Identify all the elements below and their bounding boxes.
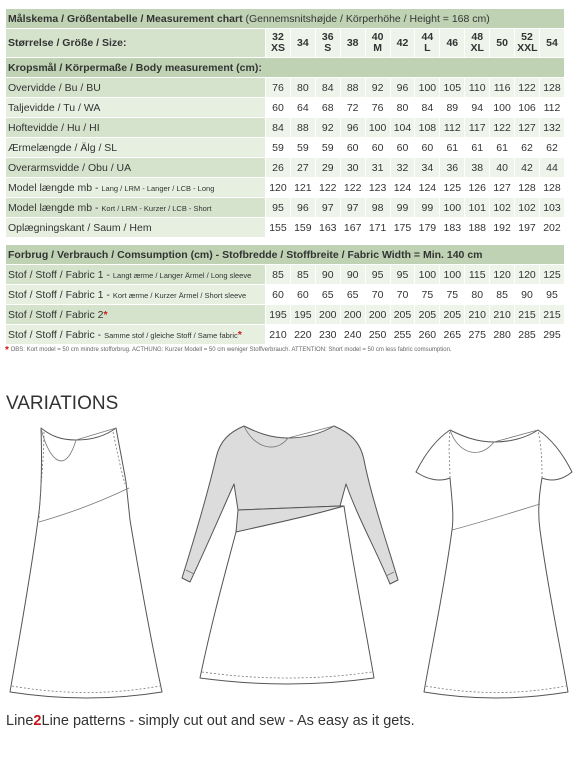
value-cell: 34 — [415, 158, 440, 178]
size-number: 54 — [546, 36, 558, 49]
value-cell: 80 — [290, 78, 315, 98]
size-cell — [415, 29, 440, 58]
size-label: Størrelse / Größe / Size: — [6, 29, 266, 58]
value-cell: 90 — [315, 265, 340, 285]
table-row — [6, 198, 565, 218]
value-cell: 75 — [440, 285, 465, 305]
size-cell — [465, 29, 490, 58]
flutter-sleeve-dress-icon — [410, 420, 578, 705]
size-number: 42 — [396, 36, 409, 49]
value-cell: 96 — [290, 198, 315, 218]
row-label-small: Kort / LRM - Kurzer / LCB - Short — [101, 203, 212, 213]
value-cell: 104 — [390, 118, 415, 138]
row-label — [6, 265, 266, 285]
size-cell — [340, 29, 365, 58]
value-cell: 92 — [315, 118, 340, 138]
note-star: * — [5, 345, 9, 356]
size-cell — [390, 29, 415, 58]
row-label-text: Stof / Stoff / Fabric 1 - — [8, 288, 113, 301]
value-cell: 72 — [340, 98, 365, 118]
value-cell: 215 — [515, 305, 540, 325]
row-label-text: Oplægningskant / Saum / Hem — [8, 221, 152, 234]
value-cell: 75 — [415, 285, 440, 305]
value-cell: 99 — [415, 198, 440, 218]
value-cell: 94 — [465, 98, 490, 118]
table-title-text: Målskema / Größentabelle / Measurement chart — [8, 12, 243, 25]
value-cell: 96 — [390, 78, 415, 98]
value-cell: 102 — [490, 198, 515, 218]
row-label — [6, 98, 266, 118]
table-title-note: (Gennemsnitshøjde / Körperhöhe / Height = 168 cm) — [245, 12, 490, 25]
value-cell: 200 — [315, 305, 340, 325]
measurement-table — [5, 8, 565, 238]
value-cell: 80 — [465, 285, 490, 305]
value-cell: 62 — [539, 138, 564, 158]
row-label-small: Lang / LRM - Langer / LCB - Long — [101, 183, 215, 193]
section-title: Kropsmål / Körpermaße / Body measurement (cm): — [6, 58, 565, 78]
size-cell — [315, 29, 340, 58]
value-cell: 265 — [440, 325, 465, 345]
table-row — [6, 158, 565, 178]
value-cell: 124 — [390, 178, 415, 198]
value-cell: 205 — [440, 305, 465, 325]
size-number: 50 — [496, 36, 508, 49]
size-number: 52 — [521, 31, 533, 43]
row-label — [6, 285, 266, 305]
row-label-text: Stof / Stoff / Fabric - — [8, 328, 105, 341]
value-cell: 59 — [266, 138, 291, 158]
row-label-text: Model længde mb - — [8, 201, 102, 214]
value-cell: 120 — [515, 265, 540, 285]
table-row — [6, 218, 565, 238]
table-title — [6, 9, 565, 29]
value-cell: 205 — [390, 305, 415, 325]
variations-heading: VARIATIONS — [6, 393, 119, 414]
size-letter: M — [373, 42, 382, 54]
value-cell: 97 — [340, 198, 365, 218]
value-cell: 122 — [515, 78, 540, 98]
value-cell: 61 — [440, 138, 465, 158]
value-cell: 61 — [465, 138, 490, 158]
value-cell: 210 — [465, 305, 490, 325]
value-cell: 195 — [266, 305, 291, 325]
row-label-text: Taljevidde / Tu / WA — [8, 101, 101, 114]
value-cell: 127 — [490, 178, 515, 198]
size-cell — [365, 29, 390, 58]
row-label-text: Overarmsvidde / Obu / UA — [8, 161, 132, 174]
table-title-row — [6, 245, 565, 265]
size-number: 36 — [321, 31, 334, 43]
value-cell: 122 — [490, 118, 515, 138]
value-cell: 215 — [539, 305, 564, 325]
value-cell: 280 — [490, 325, 515, 345]
value-cell: 123 — [365, 178, 390, 198]
value-cell: 230 — [315, 325, 340, 345]
value-cell: 92 — [365, 78, 390, 98]
row-label-text: Stof / Stoff / Fabric 1 - — [8, 268, 113, 281]
size-row — [6, 29, 565, 58]
row-label-text: Stof / Stoff / Fabric 2 — [8, 308, 104, 321]
value-cell: 90 — [515, 285, 540, 305]
value-cell: 295 — [539, 325, 564, 345]
size-letter: XXL — [517, 42, 538, 54]
value-cell: 76 — [266, 78, 291, 98]
value-cell: 70 — [390, 285, 415, 305]
value-cell: 121 — [290, 178, 315, 198]
value-cell: 124 — [415, 178, 440, 198]
table-row — [6, 325, 565, 345]
row-label-small: Samme stof / gleiche Stoff / Same fabric — [104, 330, 238, 340]
row-label — [6, 178, 266, 198]
sleeveless-dress-icon — [4, 420, 169, 705]
value-cell: 275 — [465, 325, 490, 345]
value-cell: 60 — [340, 138, 365, 158]
note-text: OBS: Kort model = 50 cm mindre stofforbrug. ACTHUNG: Kurzer Modell = 50 cm weniger Stoffverbrauch. ATTENTION: Short model = 50 cm less fabric comsumption. — [10, 347, 452, 353]
row-label — [6, 218, 266, 238]
size-number: 34 — [297, 36, 309, 49]
value-cell: 68 — [315, 98, 340, 118]
value-cell: 188 — [465, 218, 490, 238]
value-cell: 128 — [539, 178, 564, 198]
value-cell: 96 — [340, 118, 365, 138]
value-cell: 112 — [539, 98, 564, 118]
value-cell: 200 — [365, 305, 390, 325]
row-label — [6, 118, 266, 138]
value-cell: 192 — [490, 218, 515, 238]
value-cell: 205 — [415, 305, 440, 325]
size-number: 38 — [346, 36, 359, 49]
value-cell: 202 — [539, 218, 564, 238]
value-cell: 250 — [365, 325, 390, 345]
value-cell: 122 — [340, 178, 365, 198]
value-cell: 100 — [440, 198, 465, 218]
value-cell: 100 — [490, 98, 515, 118]
value-cell: 60 — [290, 285, 315, 305]
size-cell — [290, 29, 315, 58]
value-cell: 179 — [415, 218, 440, 238]
size-letter: XS — [270, 42, 285, 54]
row-label-text: Model længde mb - — [8, 181, 102, 194]
table-row — [6, 78, 565, 98]
value-cell: 42 — [515, 158, 540, 178]
value-cell: 65 — [340, 285, 365, 305]
value-cell: 255 — [390, 325, 415, 345]
tagline-pre: Line — [6, 713, 34, 729]
size-number: 46 — [446, 36, 459, 49]
value-cell: 84 — [266, 118, 291, 138]
value-cell: 60 — [266, 285, 291, 305]
value-cell: 90 — [340, 265, 365, 285]
row-label-star: * — [103, 308, 108, 321]
size-letter: S — [324, 42, 332, 54]
value-cell: 183 — [440, 218, 465, 238]
value-cell: 110 — [465, 78, 490, 98]
value-cell: 62 — [515, 138, 540, 158]
value-cell: 44 — [539, 158, 564, 178]
value-cell: 40 — [490, 158, 515, 178]
value-cell: 115 — [465, 265, 490, 285]
value-cell: 95 — [266, 198, 291, 218]
size-letter: XL — [470, 42, 484, 54]
row-label-text: Overvidde / Bu / BU — [8, 81, 101, 94]
tagline-post: Line patterns - simply cut out and sew - As easy as it gets. — [41, 713, 415, 729]
size-cell — [490, 29, 515, 58]
value-cell: 200 — [340, 305, 365, 325]
value-cell: 100 — [440, 265, 465, 285]
value-cell: 38 — [465, 158, 490, 178]
size-letter: L — [424, 42, 431, 54]
value-cell: 76 — [365, 98, 390, 118]
row-label — [6, 305, 266, 325]
value-cell: 89 — [440, 98, 465, 118]
value-cell: 125 — [440, 178, 465, 198]
value-cell: 60 — [415, 138, 440, 158]
value-cell: 59 — [290, 138, 315, 158]
table-title: Forbrug / Verbrauch / Comsumption (cm) - Stofbredde / Stoffbreite / Fabric Width = Min. 140 cm — [6, 245, 565, 265]
size-number: 48 — [471, 31, 484, 43]
fabric-note — [5, 345, 452, 356]
value-cell: 97 — [315, 198, 340, 218]
tagline-accent: 2 — [33, 713, 42, 729]
value-cell: 84 — [315, 78, 340, 98]
value-cell: 100 — [415, 78, 440, 98]
value-cell: 59 — [315, 138, 340, 158]
table-row — [6, 305, 565, 325]
value-cell: 99 — [390, 198, 415, 218]
row-label — [6, 325, 266, 345]
value-cell: 167 — [340, 218, 365, 238]
value-cell: 60 — [365, 138, 390, 158]
value-cell: 108 — [415, 118, 440, 138]
row-label-star: * — [237, 328, 242, 341]
row-label-small: Kort ærme / Kurzer Ärmel / Short sleeve — [112, 290, 247, 300]
value-cell: 30 — [340, 158, 365, 178]
value-cell: 100 — [415, 265, 440, 285]
value-cell: 285 — [515, 325, 540, 345]
value-cell: 197 — [515, 218, 540, 238]
size-number: 44 — [421, 31, 434, 43]
value-cell: 70 — [365, 285, 390, 305]
value-cell: 159 — [290, 218, 315, 238]
value-cell: 106 — [515, 98, 540, 118]
long-sleeve-dress-icon — [176, 420, 404, 705]
table-row — [6, 118, 565, 138]
table-row — [6, 138, 565, 158]
value-cell: 102 — [515, 198, 540, 218]
value-cell: 127 — [515, 118, 540, 138]
table-row — [6, 98, 565, 118]
value-cell: 32 — [390, 158, 415, 178]
value-cell: 85 — [290, 265, 315, 285]
value-cell: 210 — [490, 305, 515, 325]
value-cell: 126 — [465, 178, 490, 198]
row-label-small: Langt ærme / Langer Ärmel / Long sleeve — [112, 270, 252, 280]
value-cell: 31 — [365, 158, 390, 178]
size-cell — [440, 29, 465, 58]
size-cell — [515, 29, 540, 58]
value-cell: 120 — [490, 265, 515, 285]
row-label-text: Hoftevidde / Hu / HI — [8, 121, 100, 134]
value-cell: 64 — [290, 98, 315, 118]
value-cell: 60 — [390, 138, 415, 158]
row-label — [6, 198, 266, 218]
value-cell: 103 — [539, 198, 564, 218]
size-number: 40 — [371, 31, 384, 43]
value-cell: 84 — [415, 98, 440, 118]
value-cell: 155 — [266, 218, 291, 238]
table-row — [6, 178, 565, 198]
table-title-row — [6, 9, 565, 29]
value-cell: 85 — [266, 265, 291, 285]
size-cell — [266, 29, 291, 58]
value-cell: 240 — [340, 325, 365, 345]
value-cell: 95 — [365, 265, 390, 285]
value-cell: 175 — [390, 218, 415, 238]
value-cell: 61 — [490, 138, 515, 158]
tagline — [6, 713, 415, 729]
value-cell: 112 — [440, 118, 465, 138]
value-cell: 116 — [490, 78, 515, 98]
value-cell: 95 — [539, 285, 564, 305]
value-cell: 36 — [440, 158, 465, 178]
row-label — [6, 78, 266, 98]
row-label-text: Ærmelængde / Älg / SL — [8, 141, 118, 154]
value-cell: 100 — [365, 118, 390, 138]
value-cell: 210 — [266, 325, 291, 345]
value-cell: 128 — [539, 78, 564, 98]
value-cell: 80 — [390, 98, 415, 118]
value-cell: 260 — [415, 325, 440, 345]
size-number: 32 — [272, 31, 284, 43]
table-row — [6, 285, 565, 305]
value-cell: 88 — [290, 118, 315, 138]
consumption-table — [5, 244, 565, 345]
value-cell: 117 — [465, 118, 490, 138]
row-label — [6, 138, 266, 158]
value-cell: 163 — [315, 218, 340, 238]
value-cell: 26 — [266, 158, 291, 178]
value-cell: 88 — [340, 78, 365, 98]
table-row — [6, 265, 565, 285]
size-cell — [539, 29, 564, 58]
value-cell: 195 — [290, 305, 315, 325]
value-cell: 120 — [266, 178, 291, 198]
value-cell: 220 — [290, 325, 315, 345]
value-cell: 125 — [539, 265, 564, 285]
value-cell: 122 — [315, 178, 340, 198]
value-cell: 101 — [465, 198, 490, 218]
value-cell: 105 — [440, 78, 465, 98]
section-row — [6, 58, 565, 78]
value-cell: 60 — [266, 98, 291, 118]
value-cell: 128 — [515, 178, 540, 198]
value-cell: 85 — [490, 285, 515, 305]
value-cell: 171 — [365, 218, 390, 238]
value-cell: 29 — [315, 158, 340, 178]
variations-figures — [0, 420, 580, 705]
value-cell: 65 — [315, 285, 340, 305]
value-cell: 132 — [539, 118, 564, 138]
value-cell: 27 — [290, 158, 315, 178]
value-cell: 98 — [365, 198, 390, 218]
value-cell: 95 — [390, 265, 415, 285]
row-label — [6, 158, 266, 178]
